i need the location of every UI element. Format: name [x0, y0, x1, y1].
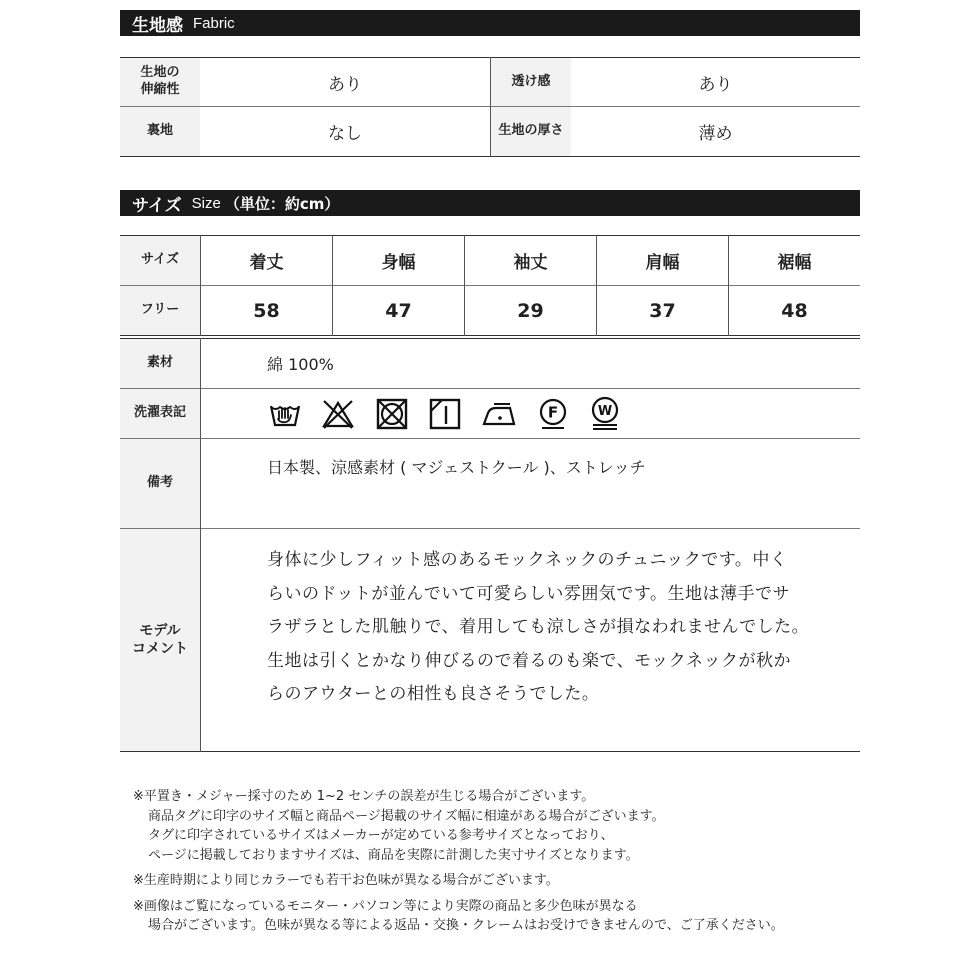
fabric-table	[120, 57, 860, 157]
note-measurement: ※平置き・メジャー採寸のため 1~2 センチの誤差が生じる場合がございます。 商品タグに印字のサイズ幅と商品ページ掲載のサイズ幅に相違がある場合がございます。 タグに印字されているサイズはメーカーが定めている参考サイズとなっており、 ページに掲載しておりますサイズは、商品を実際に計測した実寸サイズとなります。	[133, 789, 665, 863]
size-col-length: 着丈	[249, 253, 284, 273]
care-icons	[268, 389, 622, 438]
thickness-value: 薄め	[698, 124, 733, 144]
svg-text:W: W	[597, 403, 613, 419]
size-value-sleeve: 29	[517, 299, 544, 322]
size-col-hem: 裾幅	[777, 253, 812, 273]
size-title-jp: サイズ	[132, 195, 182, 216]
size-value-length: 58	[253, 299, 280, 322]
lining-label: 裏地	[120, 107, 200, 156]
model-comment-text: 身体に少しフィット感のあるモックネックのチュニックです。中く らいのドットが並んでいて可愛らしい雰囲気です。生地は薄手でサ ラザラとした肌触りで、着用しても涼しさが損なわれませんでした。 生地は引くとかなり伸びるので着るのも楽で、モックネックが秋か らのアウターとの相性も良さそうでした。	[267, 550, 810, 704]
material-label: 素材	[120, 339, 200, 388]
hand-wash-icon	[268, 397, 302, 431]
no-bleach-icon	[320, 397, 356, 431]
no-tumble-dry-icon	[374, 397, 410, 431]
iron-low-icon	[480, 397, 518, 431]
size-col-shoulder: 肩幅	[645, 253, 680, 273]
size-unit: （単位：約cm）	[224, 194, 340, 213]
fabric-title-jp: 生地感	[132, 15, 183, 36]
size-section-header	[120, 190, 860, 216]
stretch-label: 生地の 伸縮性	[120, 58, 200, 106]
size-value-shoulder: 37	[649, 299, 676, 322]
model-comment-label: モデル コメント	[120, 529, 200, 751]
size-row-label: フリー	[120, 286, 200, 335]
material-value: 綿 100%	[267, 355, 334, 374]
size-value-width: 47	[385, 299, 412, 322]
line-dry-shade-icon	[428, 397, 462, 431]
notes	[133, 787, 784, 936]
fabric-section-header	[120, 10, 860, 36]
sheerness-label: 透け感	[491, 58, 571, 106]
size-header-label: サイズ	[120, 236, 200, 285]
lining-value: なし	[328, 124, 362, 144]
care-label: 洗濯表記	[120, 389, 200, 438]
size-value-hem: 48	[781, 299, 808, 322]
remarks-value: 日本製、涼感素材 ( マジェストクール )、ストレッチ	[267, 458, 646, 477]
size-table	[120, 235, 860, 336]
stretch-value: あり	[328, 74, 362, 95]
wet-clean-w-icon	[588, 396, 622, 432]
note-production-color: ※生産時期により同じカラーでも若干お色味が異なる場合がございます。	[133, 873, 559, 888]
size-col-sleeve: 袖丈	[513, 253, 548, 273]
thickness-label: 生地の厚さ	[491, 107, 571, 156]
size-col-width: 身幅	[381, 253, 416, 273]
note-monitor-color: ※画像はご覧になっているモニター・パソコン等により実際の商品と多少色味が異なる 場合がございます。色味が異なる等による返品・交換・クレームはお受けできませんので、ご了承ください。	[133, 898, 784, 933]
sheerness-value: あり	[698, 74, 733, 95]
fabric-title-en: Fabric	[193, 14, 235, 32]
detail-table	[120, 338, 860, 752]
dry-clean-f-icon	[536, 397, 570, 431]
remarks-label: 備考	[120, 439, 200, 528]
svg-text:F: F	[547, 403, 559, 421]
size-title-en: Size	[191, 194, 221, 212]
